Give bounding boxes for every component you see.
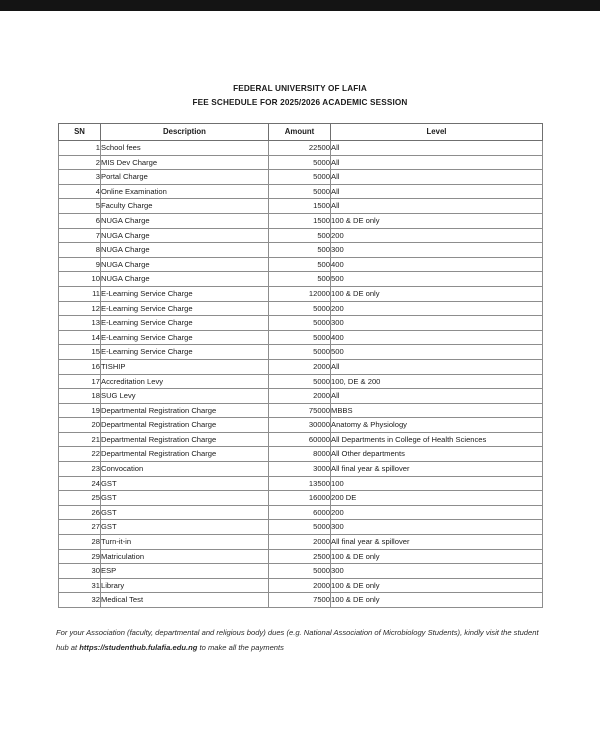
cell-level: 200 (331, 228, 543, 243)
table-row (59, 199, 543, 214)
table-row (59, 184, 543, 199)
cell-amount: 5000 (269, 330, 331, 345)
cell-amount: 16000 (269, 491, 331, 506)
cell-sn: 2 (59, 155, 101, 170)
cell-sn: 23 (59, 462, 101, 477)
cell-amount: 1500 (269, 199, 331, 214)
cell-level: All Other departments (331, 447, 543, 462)
document-page (0, 11, 600, 732)
cell-amount: 5000 (269, 301, 331, 316)
column-header-level: Level (331, 124, 543, 141)
cell-sn: 12 (59, 301, 101, 316)
cell-amount: 5000 (269, 520, 331, 535)
cell-sn: 31 (59, 578, 101, 593)
table-row (59, 272, 543, 287)
cell-level: 400 (331, 330, 543, 345)
cell-description: MIS Dev Charge (101, 155, 269, 170)
cell-level: 100 & DE only (331, 213, 543, 228)
cell-amount: 2000 (269, 578, 331, 593)
cell-amount: 5000 (269, 564, 331, 579)
table-row (59, 345, 543, 360)
cell-level: 100 & DE only (331, 286, 543, 301)
table-row (59, 491, 543, 506)
cell-sn: 1 (59, 141, 101, 156)
cell-description: Departmental Registration Charge (101, 447, 269, 462)
cell-description: Matriculation (101, 549, 269, 564)
cell-description: ESP (101, 564, 269, 579)
cell-amount: 2500 (269, 549, 331, 564)
table-row (59, 316, 543, 331)
cell-sn: 25 (59, 491, 101, 506)
cell-description: E-Learning Service Charge (101, 301, 269, 316)
cell-sn: 15 (59, 345, 101, 360)
fee-schedule-table (58, 123, 543, 608)
cell-level: 200 (331, 505, 543, 520)
cell-level: 300 (331, 243, 543, 258)
cell-description: GST (101, 476, 269, 491)
cell-description: E-Learning Service Charge (101, 330, 269, 345)
cell-amount: 30000 (269, 418, 331, 433)
cell-amount: 500 (269, 243, 331, 258)
table-body (59, 141, 543, 608)
cell-amount: 5000 (269, 316, 331, 331)
cell-sn: 18 (59, 389, 101, 404)
cell-description: E-Learning Service Charge (101, 345, 269, 360)
table-row (59, 228, 543, 243)
cell-level: All (331, 141, 543, 156)
cell-level: All Departments in College of Health Sciences (331, 432, 543, 447)
footer-text-before: For your Association (faculty, departmental and religious body) dues (e.g. National Association of Microbiology Students), kindly visit the student hub at (56, 628, 539, 652)
cell-sn: 22 (59, 447, 101, 462)
cell-amount: 12000 (269, 286, 331, 301)
table-row (59, 549, 543, 564)
cell-sn: 32 (59, 593, 101, 608)
table-row (59, 535, 543, 550)
title-line-institution: FEDERAL UNIVERSITY OF LAFIA (233, 84, 367, 93)
cell-sn: 13 (59, 316, 101, 331)
cell-amount: 500 (269, 257, 331, 272)
cell-description: Departmental Registration Charge (101, 403, 269, 418)
cell-description: GST (101, 520, 269, 535)
cell-description: E-Learning Service Charge (101, 316, 269, 331)
table-row (59, 257, 543, 272)
cell-level: 100 & DE only (331, 593, 543, 608)
cell-description: GST (101, 505, 269, 520)
cell-level: All (331, 199, 543, 214)
page-title (0, 82, 600, 110)
cell-level: 300 (331, 316, 543, 331)
cell-sn: 10 (59, 272, 101, 287)
table-row (59, 432, 543, 447)
table-row (59, 505, 543, 520)
cell-level: All (331, 184, 543, 199)
cell-amount: 5000 (269, 170, 331, 185)
cell-description: TISHIP (101, 359, 269, 374)
cell-amount: 1500 (269, 213, 331, 228)
cell-description: Departmental Registration Charge (101, 432, 269, 447)
cell-sn: 7 (59, 228, 101, 243)
table-row (59, 389, 543, 404)
cell-sn: 24 (59, 476, 101, 491)
cell-level: All final year & spillover (331, 462, 543, 477)
table-row (59, 330, 543, 345)
cell-amount: 22500 (269, 141, 331, 156)
table-row (59, 155, 543, 170)
top-status-bar (0, 0, 600, 11)
cell-description: Convocation (101, 462, 269, 477)
cell-sn: 6 (59, 213, 101, 228)
cell-sn: 30 (59, 564, 101, 579)
cell-sn: 16 (59, 359, 101, 374)
table-row (59, 286, 543, 301)
cell-sn: 27 (59, 520, 101, 535)
cell-amount: 500 (269, 272, 331, 287)
cell-level: 500 (331, 345, 543, 360)
cell-level: All final year & spillover (331, 535, 543, 550)
cell-amount: 60000 (269, 432, 331, 447)
table-row (59, 213, 543, 228)
column-header-description: Description (101, 124, 269, 141)
cell-amount: 6000 (269, 505, 331, 520)
footer-note (56, 625, 548, 655)
cell-amount: 5000 (269, 184, 331, 199)
cell-amount: 2000 (269, 389, 331, 404)
column-header-sn: SN (59, 124, 101, 141)
table-row (59, 243, 543, 258)
cell-amount: 500 (269, 228, 331, 243)
student-hub-link[interactable]: https://studenthub.fulafia.edu.ng (79, 643, 198, 652)
cell-sn: 8 (59, 243, 101, 258)
cell-amount: 5000 (269, 345, 331, 360)
cell-level: 200 DE (331, 491, 543, 506)
cell-amount: 13500 (269, 476, 331, 491)
cell-level: All (331, 155, 543, 170)
footer-text-after: to make all the payments (199, 643, 284, 652)
cell-sn: 28 (59, 535, 101, 550)
cell-sn: 11 (59, 286, 101, 301)
cell-amount: 5000 (269, 374, 331, 389)
cell-level: 500 (331, 272, 543, 287)
cell-sn: 9 (59, 257, 101, 272)
cell-description: NUGA Charge (101, 257, 269, 272)
table-row (59, 374, 543, 389)
table-row (59, 418, 543, 433)
cell-amount: 5000 (269, 155, 331, 170)
cell-description: Accreditation Levy (101, 374, 269, 389)
table-row (59, 462, 543, 477)
cell-sn: 29 (59, 549, 101, 564)
cell-level: All (331, 359, 543, 374)
cell-description: NUGA Charge (101, 213, 269, 228)
cell-sn: 14 (59, 330, 101, 345)
cell-amount: 75000 (269, 403, 331, 418)
cell-level: Anatomy & Physiology (331, 418, 543, 433)
cell-sn: 26 (59, 505, 101, 520)
cell-amount: 3000 (269, 462, 331, 477)
cell-sn: 20 (59, 418, 101, 433)
cell-description: Library (101, 578, 269, 593)
cell-description: Online Examination (101, 184, 269, 199)
table-header-row (59, 124, 543, 141)
cell-description: Turn-it-in (101, 535, 269, 550)
cell-sn: 17 (59, 374, 101, 389)
cell-description: NUGA Charge (101, 243, 269, 258)
cell-level: 300 (331, 520, 543, 535)
table-row (59, 359, 543, 374)
cell-level: 100, DE & 200 (331, 374, 543, 389)
table-row (59, 301, 543, 316)
cell-description: NUGA Charge (101, 272, 269, 287)
cell-level: 400 (331, 257, 543, 272)
cell-level: All (331, 389, 543, 404)
title-line-subject: FEE SCHEDULE FOR 2025/2026 ACADEMIC SESSION (192, 98, 408, 107)
table-row (59, 564, 543, 579)
table-row (59, 578, 543, 593)
cell-sn: 3 (59, 170, 101, 185)
cell-description: E-Learning Service Charge (101, 286, 269, 301)
cell-level: All (331, 170, 543, 185)
cell-sn: 4 (59, 184, 101, 199)
column-header-amount: Amount (269, 124, 331, 141)
cell-description: Medical Test (101, 593, 269, 608)
cell-amount: 2000 (269, 535, 331, 550)
cell-sn: 19 (59, 403, 101, 418)
cell-description: Portal Charge (101, 170, 269, 185)
table-row (59, 520, 543, 535)
table-row (59, 170, 543, 185)
cell-sn: 21 (59, 432, 101, 447)
cell-level: 100 (331, 476, 543, 491)
table-row (59, 447, 543, 462)
table-row (59, 476, 543, 491)
cell-description: GST (101, 491, 269, 506)
table-row (59, 403, 543, 418)
cell-level: MBBS (331, 403, 543, 418)
cell-description: School fees (101, 141, 269, 156)
cell-amount: 7500 (269, 593, 331, 608)
cell-level: 100 & DE only (331, 549, 543, 564)
cell-level: 300 (331, 564, 543, 579)
table-row (59, 141, 543, 156)
cell-level: 200 (331, 301, 543, 316)
cell-description: SUG Levy (101, 389, 269, 404)
cell-level: 100 & DE only (331, 578, 543, 593)
cell-description: NUGA Charge (101, 228, 269, 243)
cell-amount: 2000 (269, 359, 331, 374)
table-row (59, 593, 543, 608)
cell-amount: 8000 (269, 447, 331, 462)
cell-sn: 5 (59, 199, 101, 214)
cell-description: Faculty Charge (101, 199, 269, 214)
cell-description: Departmental Registration Charge (101, 418, 269, 433)
